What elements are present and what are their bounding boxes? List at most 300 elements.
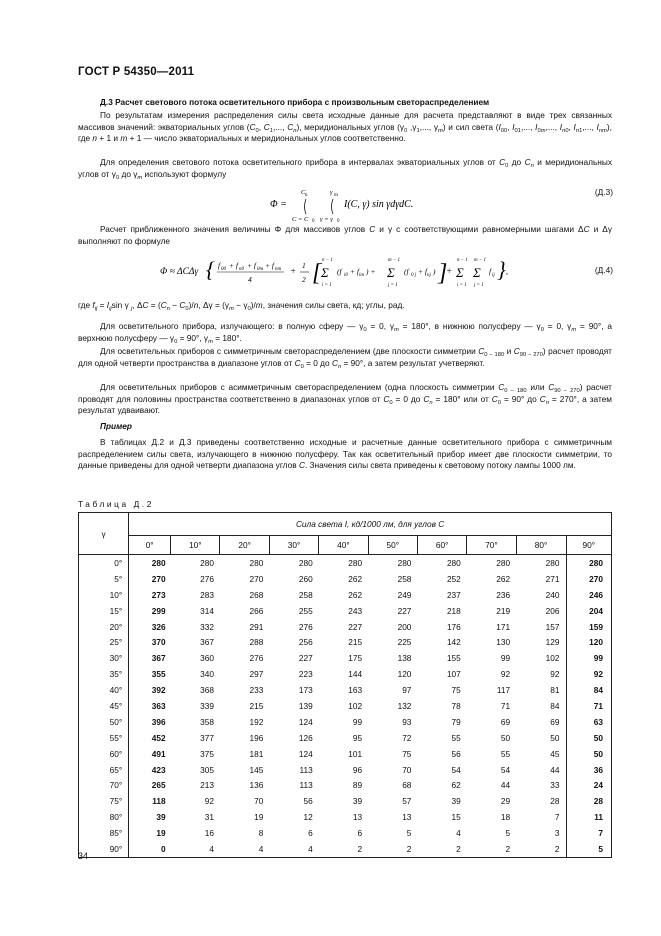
value-cell: 130 bbox=[496, 637, 511, 648]
value-cell: 273 bbox=[151, 589, 166, 600]
value-cell: 5 bbox=[406, 828, 412, 839]
value-cell: 33 bbox=[550, 780, 560, 791]
value-cell: 423 bbox=[151, 764, 166, 775]
value-cell: 163 bbox=[348, 685, 363, 696]
value-cell: 367 bbox=[151, 653, 166, 664]
svg-text:2: 2 bbox=[302, 275, 306, 284]
paragraph-4: Для осветительного прибора, излучающего: в полную сферу — $\gamma_0 = 0$, $\gamma_m = 180^\circ$, в нижнюю полусферу — $\gamma_0 = 0$, $\gamma_m = 90^\circ$, а верхнюю полусферу — $\gamma_0 = 90^\circ$, $\gamma_m = 180^\circ$. bbox=[78, 321, 612, 345]
value-cell: 126 bbox=[298, 732, 313, 743]
value-cell: 4 bbox=[269, 841, 318, 857]
table-row bbox=[79, 730, 612, 746]
value-cell: 305 bbox=[200, 764, 214, 775]
value-cell: 206 bbox=[545, 605, 560, 616]
value-cell: 173 bbox=[298, 685, 313, 696]
value-cell: 332 bbox=[200, 621, 214, 632]
svg-text:+ f: + f bbox=[418, 267, 428, 276]
value-cell: 92 bbox=[500, 669, 511, 680]
value-cell: 79 bbox=[451, 716, 461, 727]
formula-d4 bbox=[160, 252, 540, 292]
value-cell: 280 bbox=[417, 555, 466, 571]
value-cell: 28 bbox=[550, 796, 560, 807]
svg-text:Σ: Σ bbox=[456, 265, 464, 280]
value-cell: 249 bbox=[397, 589, 412, 600]
value-cell: 314 bbox=[200, 605, 214, 616]
column-header: 10° bbox=[171, 536, 220, 555]
value-cell: 99 bbox=[500, 653, 511, 664]
svg-text:I(C, γ) sin γdγdC.: I(C, γ) sin γdγdC. bbox=[344, 199, 414, 210]
table-row bbox=[79, 682, 612, 698]
svg-text:0 j: 0 j bbox=[411, 273, 417, 278]
value-cell: 142 bbox=[446, 637, 461, 648]
value-cell: 28 bbox=[566, 793, 612, 809]
value-cell: 120 bbox=[566, 634, 612, 650]
value-cell: 225 bbox=[397, 637, 412, 648]
value-cell: 268 bbox=[249, 589, 264, 600]
table-row bbox=[79, 666, 612, 682]
value-cell: 120 bbox=[397, 669, 412, 680]
value-cell: 270 bbox=[249, 573, 264, 584]
value-cell: 124 bbox=[298, 748, 313, 759]
value-cell: 227 bbox=[298, 653, 313, 664]
value-cell: 271 bbox=[545, 573, 560, 584]
table-row bbox=[79, 650, 612, 666]
value-cell: 200 bbox=[397, 621, 412, 632]
value-cell: 270 bbox=[566, 571, 612, 587]
value-cell: 44 bbox=[550, 764, 560, 775]
value-cell: 8 bbox=[258, 828, 264, 839]
gamma-cell: 0° bbox=[79, 555, 129, 571]
table-row bbox=[79, 714, 612, 730]
value-cell: 243 bbox=[348, 605, 363, 616]
value-cell: 4 bbox=[220, 841, 269, 857]
svg-text:j = 1: j = 1 bbox=[474, 283, 484, 288]
value-cell: 19 bbox=[156, 828, 166, 839]
value-cell: 280 bbox=[368, 555, 417, 571]
svg-text:{: { bbox=[206, 257, 215, 282]
value-cell: 13 bbox=[352, 812, 363, 823]
value-cell: 375 bbox=[200, 748, 214, 759]
value-cell: 262 bbox=[496, 573, 511, 584]
value-cell: 96 bbox=[352, 764, 363, 775]
value-cell: 107 bbox=[446, 669, 461, 680]
value-cell: 377 bbox=[200, 732, 214, 743]
value-cell: 19 bbox=[254, 812, 264, 823]
column-header: 20° bbox=[220, 536, 269, 555]
value-cell: 155 bbox=[446, 653, 461, 664]
value-cell: 69 bbox=[500, 716, 511, 727]
value-cell: 139 bbox=[298, 700, 313, 711]
value-cell: 280 bbox=[319, 555, 368, 571]
column-header: 60° bbox=[417, 536, 466, 555]
value-cell: 367 bbox=[200, 637, 214, 648]
value-cell: 50 bbox=[566, 730, 612, 746]
value-cell: 233 bbox=[249, 685, 264, 696]
svg-text:0m: 0m bbox=[257, 267, 264, 272]
value-cell: 6 bbox=[357, 828, 363, 839]
value-cell: 260 bbox=[298, 573, 313, 584]
value-cell: 192 bbox=[249, 716, 264, 727]
value-cell: 175 bbox=[348, 653, 363, 664]
value-cell: 246 bbox=[566, 587, 612, 603]
value-cell: 11 bbox=[566, 809, 612, 825]
svg-text:i = 1: i = 1 bbox=[322, 283, 332, 288]
value-cell: 50 bbox=[550, 732, 560, 743]
table-row bbox=[79, 762, 612, 778]
value-cell: 299 bbox=[151, 605, 166, 616]
value-cell: 55 bbox=[451, 732, 461, 743]
value-cell: 196 bbox=[249, 732, 264, 743]
value-cell: 93 bbox=[402, 716, 412, 727]
value-cell: 92 bbox=[550, 669, 560, 680]
svg-text:nj: nj bbox=[427, 273, 431, 278]
svg-text:[: [ bbox=[312, 260, 322, 286]
value-cell: 145 bbox=[249, 764, 264, 775]
value-cell: 370 bbox=[151, 637, 166, 648]
svg-text:+: + bbox=[290, 266, 297, 276]
value-cell: 280 bbox=[467, 555, 516, 571]
value-cell: 39 bbox=[156, 812, 166, 823]
column-header: 90° bbox=[566, 536, 612, 555]
column-header: 80° bbox=[516, 536, 566, 555]
value-cell: 236 bbox=[496, 589, 511, 600]
value-cell: 280 bbox=[129, 555, 171, 571]
value-cell: 5 bbox=[566, 841, 612, 857]
svg-text:+ f: + f bbox=[229, 261, 239, 270]
value-cell: 2 bbox=[368, 841, 417, 857]
value-cell: 340 bbox=[200, 669, 214, 680]
gamma-cell: 15° bbox=[79, 603, 129, 619]
value-cell: 258 bbox=[298, 589, 313, 600]
value-cell: 363 bbox=[151, 700, 166, 711]
value-cell: 72 bbox=[402, 732, 412, 743]
value-cell: 63 bbox=[566, 714, 612, 730]
table-caption: Таблица Д.2 bbox=[78, 499, 154, 509]
value-cell: 255 bbox=[298, 605, 313, 616]
value-cell: 280 bbox=[171, 555, 220, 571]
value-cell: 368 bbox=[200, 685, 214, 696]
gamma-cell: 80° bbox=[79, 809, 129, 825]
column-header: 0° bbox=[129, 536, 171, 555]
value-cell: 44 bbox=[500, 780, 511, 791]
svg-text:n − 1: n − 1 bbox=[322, 258, 333, 263]
gamma-cell: 85° bbox=[79, 825, 129, 841]
table-row bbox=[79, 619, 612, 635]
page-number: 34 bbox=[78, 851, 89, 861]
value-cell: 16 bbox=[204, 828, 214, 839]
svg-text:f: f bbox=[218, 261, 221, 270]
svg-text:]: ] bbox=[438, 260, 448, 286]
value-cell: 6 bbox=[308, 828, 313, 839]
svg-text:}: } bbox=[497, 257, 506, 282]
svg-text:i = 1: i = 1 bbox=[457, 283, 467, 288]
gamma-cell: 70° bbox=[79, 777, 129, 793]
value-cell: 39 bbox=[352, 796, 363, 807]
value-cell: 355 bbox=[151, 669, 166, 680]
table-row bbox=[79, 777, 612, 793]
svg-text:nm: nm bbox=[275, 267, 282, 272]
paragraph-1: По результатам измерения распределения силы света исходные данные для расчета представляют в виде трех связанных массивов значений: экваториальных углов ($C_0$, $C_1$,..., $C_n$), меридиональных углов ($\gamma_0$ $,\gamma_1$,..., $\gamma_m$) и сил света ($I_{00}$, $I_{01}$,..., $I_{0m}$,..., $I_{n0}$, $I_{n1}$,..., $I_{nm}$), где n + 1 и m + 1 — число экваториальных и меридиональных углов соответственно. bbox=[78, 110, 612, 144]
data-table bbox=[78, 512, 612, 858]
value-cell: 358 bbox=[200, 716, 214, 727]
value-cell: 71 bbox=[566, 698, 612, 714]
value-cell: 297 bbox=[249, 669, 264, 680]
value-cell: 84 bbox=[566, 682, 612, 698]
value-cell: 81 bbox=[550, 685, 560, 696]
svg-text:m: m bbox=[334, 193, 338, 198]
value-cell: 283 bbox=[200, 589, 214, 600]
svg-text:0: 0 bbox=[312, 219, 315, 222]
paragraph-3: Расчет приближенного значения величины Φ для массивов углов C и γ с соответствующими равномерными шагами ΔC и Δγ выполняют по формуле bbox=[78, 224, 612, 246]
value-cell: 171 bbox=[496, 621, 511, 632]
value-cell: 396 bbox=[151, 716, 166, 727]
value-cell: 113 bbox=[299, 780, 313, 791]
value-cell: 55 bbox=[500, 748, 511, 759]
gamma-cell: 40° bbox=[79, 682, 129, 698]
svg-text:+: + bbox=[446, 266, 453, 276]
value-cell: 2 bbox=[467, 841, 516, 857]
gamma-cell: 30° bbox=[79, 650, 129, 666]
where-clause: где $f_{ij} = I_{ij}\sin$ γ $_j$, $\Delta C = (C_n - C_0)/n$, $\Delta\gamma = (\gamma_m - \gamma_0)/m$, значения силы света, кд; углы, рад. bbox=[78, 300, 405, 312]
table-row bbox=[79, 634, 612, 650]
value-cell: 223 bbox=[298, 669, 313, 680]
value-cell: 84 bbox=[550, 700, 560, 711]
value-cell: 99 bbox=[352, 716, 363, 727]
svg-text:) +: ) + bbox=[366, 267, 376, 276]
value-cell: 2 bbox=[319, 841, 368, 857]
value-cell: 54 bbox=[451, 764, 461, 775]
svg-text:+ f: + f bbox=[247, 261, 257, 270]
table-row bbox=[79, 841, 612, 857]
svg-text:Φ ≈ ΔCΔγ: Φ ≈ ΔCΔγ bbox=[160, 267, 199, 277]
svg-text:+ f: + f bbox=[350, 267, 360, 276]
value-cell: 266 bbox=[249, 605, 264, 616]
value-cell: 227 bbox=[348, 621, 363, 632]
svg-text:C: C bbox=[301, 189, 306, 196]
value-cell: 181 bbox=[249, 748, 264, 759]
table-row bbox=[79, 698, 612, 714]
value-cell: 118 bbox=[152, 796, 166, 807]
value-cell: 237 bbox=[446, 589, 461, 600]
svg-text:n0: n0 bbox=[239, 267, 244, 272]
svg-text:00: 00 bbox=[221, 267, 226, 272]
value-cell: 117 bbox=[496, 685, 511, 696]
gamma-cell: 75° bbox=[79, 793, 129, 809]
value-cell: 262 bbox=[348, 573, 363, 584]
gamma-cell: 35° bbox=[79, 666, 129, 682]
section-title: Д.3 Расчет светового потока осветительного прибора с произвольным светораспределением bbox=[100, 97, 490, 107]
value-cell: 2 bbox=[516, 841, 566, 857]
value-cell: 97 bbox=[402, 685, 412, 696]
table-row bbox=[79, 571, 612, 587]
svg-text:n − 1: n − 1 bbox=[457, 258, 468, 263]
svg-text:Σ: Σ bbox=[473, 265, 481, 280]
value-cell: 3 bbox=[554, 828, 560, 839]
value-cell: 270 bbox=[151, 573, 166, 584]
svg-text:j = 1: j = 1 bbox=[388, 283, 398, 288]
value-cell: 360 bbox=[200, 653, 214, 664]
value-cell: 78 bbox=[451, 700, 461, 711]
value-cell: 280 bbox=[220, 555, 269, 571]
gamma-cell: 55° bbox=[79, 730, 129, 746]
column-header: 70° bbox=[467, 536, 516, 555]
gamma-cell: 45° bbox=[79, 698, 129, 714]
value-cell: 92 bbox=[566, 666, 612, 682]
value-cell: 138 bbox=[397, 653, 412, 664]
value-cell: 2 bbox=[417, 841, 466, 857]
value-cell: 326 bbox=[151, 621, 166, 632]
value-cell: 258 bbox=[397, 573, 412, 584]
paragraph-2: Для определения светового потока осветительного прибора в интервалах экваториальных углов от $C_0$ до $C_n$ и меридиональных углов от $\gamma_0$ до $\gamma_m$ используют формулу bbox=[78, 157, 612, 181]
value-cell: 204 bbox=[566, 603, 612, 619]
gamma-cell: 50° bbox=[79, 714, 129, 730]
value-cell: 57 bbox=[402, 796, 412, 807]
equation-number-d3: (Д.3) bbox=[594, 187, 613, 197]
example-label: Пример bbox=[100, 421, 132, 431]
value-cell: 176 bbox=[446, 621, 461, 632]
value-cell: 159 bbox=[566, 619, 612, 635]
value-cell: 4 bbox=[456, 828, 461, 839]
svg-text:(f: (f bbox=[337, 267, 342, 276]
value-cell: 102 bbox=[545, 653, 560, 664]
svg-text:+ f: + f bbox=[265, 261, 275, 270]
value-cell: 276 bbox=[200, 573, 214, 584]
table-row bbox=[79, 555, 612, 571]
group-header: Сила света I, кд/1000 лм, для углов C bbox=[129, 513, 612, 536]
value-cell: 101 bbox=[348, 748, 363, 759]
value-cell: 45 bbox=[550, 748, 560, 759]
gamma-cell: 25° bbox=[79, 634, 129, 650]
paragraph-5: Для осветительных приборов с симметричным светораспределением (две плоскости симметрии $C_{0 - 180}$ и $C_{90 - 270}$) расчет проводят для одной четверти пространства в диапазоне углов от $C_0 = 0$ до $C_n = 90^\circ$, а затем результат учетверяют. bbox=[78, 346, 612, 370]
value-cell: 280 bbox=[269, 555, 318, 571]
value-cell: 92 bbox=[204, 796, 214, 807]
value-cell: 102 bbox=[348, 700, 363, 711]
value-cell: 219 bbox=[496, 605, 511, 616]
value-cell: 157 bbox=[545, 621, 560, 632]
value-cell: 68 bbox=[402, 780, 412, 791]
value-cell: 218 bbox=[446, 605, 461, 616]
value-cell: 227 bbox=[397, 605, 412, 616]
value-cell: 56 bbox=[451, 748, 461, 759]
svg-text:4: 4 bbox=[248, 275, 252, 284]
table-row bbox=[79, 809, 612, 825]
value-cell: 70 bbox=[402, 764, 412, 775]
value-cell: 280 bbox=[516, 555, 566, 571]
value-cell: 70 bbox=[254, 796, 264, 807]
value-cell: 240 bbox=[545, 589, 560, 600]
value-cell: 452 bbox=[151, 732, 166, 743]
svg-text:ij: ij bbox=[492, 273, 495, 278]
value-cell: 129 bbox=[545, 637, 560, 648]
value-cell: 4 bbox=[171, 841, 220, 857]
value-cell: 252 bbox=[446, 573, 461, 584]
table-row bbox=[79, 793, 612, 809]
value-cell: 36 bbox=[566, 762, 612, 778]
gamma-cell: 90° bbox=[79, 841, 129, 857]
value-cell: 215 bbox=[249, 700, 264, 711]
value-cell: 69 bbox=[550, 716, 560, 727]
value-cell: 265 bbox=[151, 780, 166, 791]
value-cell: 54 bbox=[500, 764, 511, 775]
value-cell: 50 bbox=[500, 732, 511, 743]
svg-text:1: 1 bbox=[302, 261, 306, 270]
svg-text:n: n bbox=[305, 193, 308, 198]
value-cell: 24 bbox=[566, 777, 612, 793]
svg-text:γ: γ bbox=[330, 189, 333, 196]
value-cell: 276 bbox=[298, 621, 313, 632]
value-cell: 89 bbox=[352, 780, 363, 791]
column-header: 50° bbox=[368, 536, 417, 555]
svg-text:i0: i0 bbox=[344, 273, 348, 278]
svg-text:f: f bbox=[489, 267, 492, 276]
svg-text:Φ =: Φ = bbox=[270, 199, 287, 210]
table-row bbox=[79, 746, 612, 762]
value-cell: 18 bbox=[500, 812, 511, 823]
value-cell: 491 bbox=[151, 748, 166, 759]
value-cell: 7 bbox=[554, 812, 560, 823]
value-cell: 15 bbox=[451, 812, 461, 823]
svg-text:Σ: Σ bbox=[321, 265, 329, 280]
svg-text:): ) bbox=[433, 267, 436, 276]
value-cell: 288 bbox=[249, 637, 264, 648]
value-cell: 339 bbox=[200, 700, 214, 711]
table-row bbox=[79, 825, 612, 841]
value-cell: 280 bbox=[566, 555, 612, 571]
table-row bbox=[79, 603, 612, 619]
svg-text:Σ: Σ bbox=[387, 265, 395, 280]
value-cell: 39 bbox=[451, 796, 461, 807]
value-cell: 136 bbox=[249, 780, 264, 791]
gamma-header: γ bbox=[79, 513, 129, 555]
svg-text:0: 0 bbox=[337, 219, 340, 222]
svg-text:,: , bbox=[506, 267, 508, 276]
value-cell: 7 bbox=[566, 825, 612, 841]
gamma-cell: 10° bbox=[79, 587, 129, 603]
value-cell: 5 bbox=[505, 828, 511, 839]
gamma-cell: 65° bbox=[79, 762, 129, 778]
svg-text:m − 1: m − 1 bbox=[474, 258, 486, 263]
svg-text:im: im bbox=[359, 273, 364, 278]
value-cell: 0 bbox=[129, 841, 171, 857]
gamma-cell: 20° bbox=[79, 619, 129, 635]
value-cell: 12 bbox=[303, 812, 313, 823]
value-cell: 124 bbox=[298, 716, 313, 727]
column-header: 30° bbox=[269, 536, 318, 555]
value-cell: 291 bbox=[249, 621, 264, 632]
svg-text:m − 1: m − 1 bbox=[388, 258, 400, 263]
svg-text:C = C: C = C bbox=[292, 216, 309, 222]
value-cell: 276 bbox=[249, 653, 264, 664]
value-cell: 132 bbox=[397, 700, 412, 711]
value-cell: 213 bbox=[200, 780, 214, 791]
value-cell: 29 bbox=[500, 796, 511, 807]
value-cell: 62 bbox=[451, 780, 461, 791]
value-cell: 392 bbox=[151, 685, 166, 696]
table-row bbox=[79, 587, 612, 603]
value-cell: 144 bbox=[348, 669, 363, 680]
gamma-cell: 5° bbox=[79, 571, 129, 587]
gamma-cell: 60° bbox=[79, 746, 129, 762]
value-cell: 71 bbox=[500, 700, 511, 711]
value-cell: 56 bbox=[303, 796, 313, 807]
paragraph-6: Для осветительных приборов с асимметричным светораспределением (одна плоскость симметрии $C_{0 - 180}$ или $C_{90 - 270}$) расчет проводят для половины пространства соответственно в диапазонах углов от $C_0 = 0$ до $C_n = 180^\circ$ или от $C_0 = 90^\circ$ до $C_n = 270^\circ$, а затем результат удваивают. bbox=[78, 382, 612, 416]
svg-text:γ = γ: γ = γ bbox=[320, 216, 333, 222]
column-header: 40° bbox=[319, 536, 368, 555]
value-cell: 75 bbox=[402, 748, 412, 759]
value-cell: 95 bbox=[352, 732, 363, 743]
svg-text:(f: (f bbox=[404, 267, 409, 276]
value-cell: 262 bbox=[348, 589, 363, 600]
value-cell: 99 bbox=[566, 650, 612, 666]
